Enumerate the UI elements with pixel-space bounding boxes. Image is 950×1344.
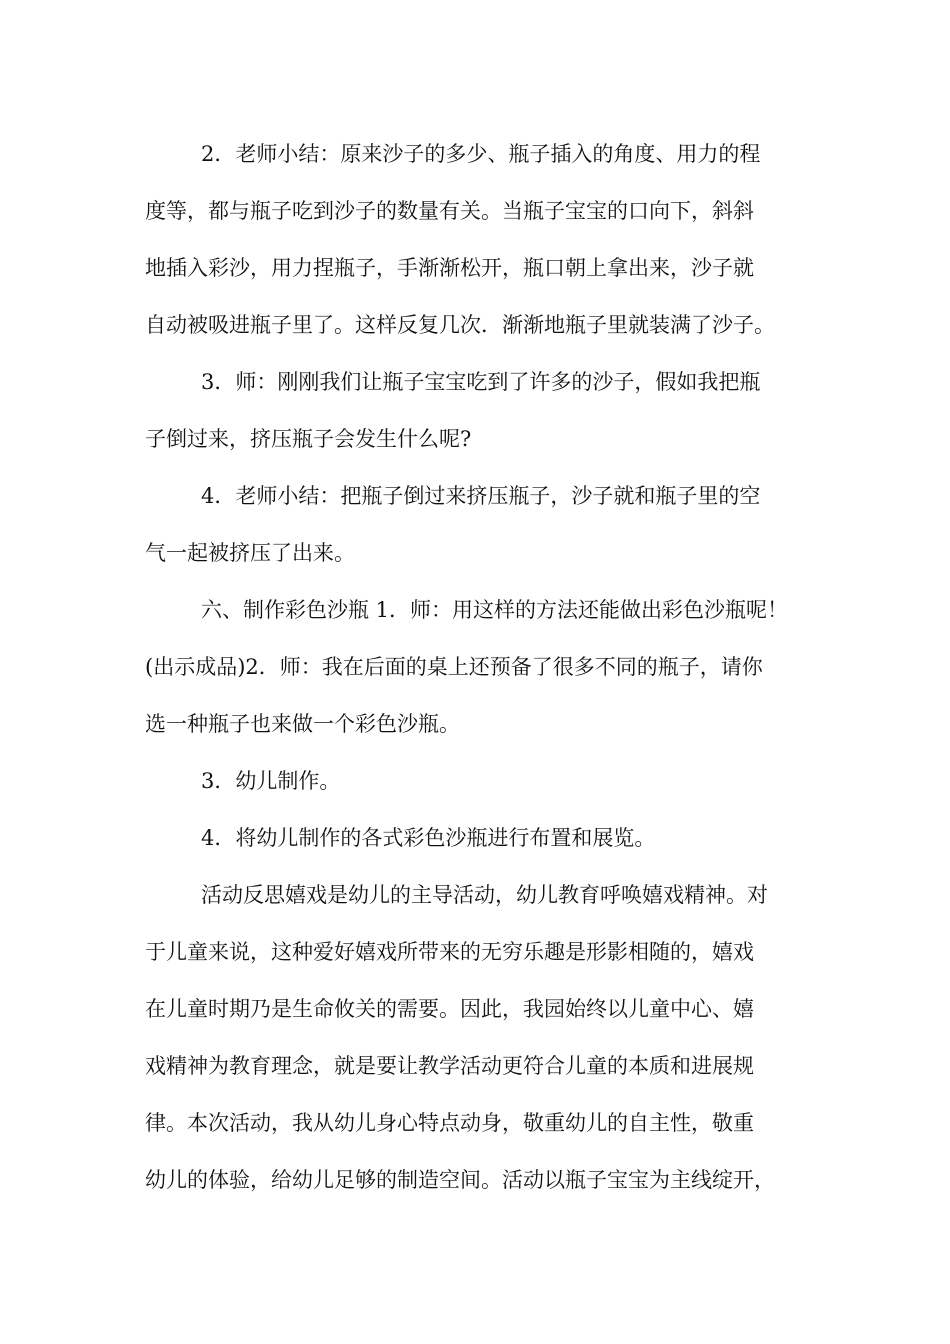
text-line: 地插入彩沙，用力捏瓶子，手渐渐松开，瓶口朝上拿出来，沙子就 (145, 256, 754, 280)
text-line: 于儿童来说，这种爱好嬉戏所带来的无穷乐趣是形影相随的，嬉戏 (145, 940, 754, 964)
text-line: 律。本次活动，我从幼儿身心特点动身，敬重幼儿的自主性，敬重 (145, 1111, 754, 1135)
text-line: 戏精神为教育理念，就是要让教学活动更符合儿童的本质和进展规 (145, 1054, 754, 1078)
text-line: 选一种瓶子也来做一个彩色沙瓶。 (145, 712, 460, 736)
text-line: 子倒过来，挤压瓶子会发生什么呢? (145, 427, 472, 451)
text-line: 3．幼儿制作。 (201, 769, 341, 793)
text-line: 2．老师小结：原来沙子的多少、瓶子插入的角度、用力的程 (201, 142, 761, 166)
text-line: 4．老师小结：把瓶子倒过来挤压瓶子，沙子就和瓶子里的空 (201, 484, 761, 508)
document-body (145, 126, 825, 1209)
text-line: 4．将幼儿制作的各式彩色沙瓶进行布置和展览。 (201, 826, 656, 850)
text-line: 活动反思嬉戏是幼儿的主导活动，幼儿教育呼唤嬉戏精神。对 (201, 883, 768, 907)
text-line: 度等，都与瓶子吃到沙子的数量有关。当瓶子宝宝的口向下，斜斜 (145, 199, 754, 223)
text-line: 自动被吸进瓶子里了。这样反复几次．渐渐地瓶子里就装满了沙子。 (145, 313, 775, 337)
text-line: (出示成品)2．师：我在后面的桌上还预备了很多不同的瓶子，请你 (145, 655, 763, 679)
text-line: 幼儿的体验，给幼儿足够的制造空间。活动以瓶子宝宝为主线绽开， (145, 1168, 775, 1192)
text-line: 在儿童时期乃是生命攸关的需要。因此，我园始终以儿童中心、嬉 (145, 997, 754, 1021)
text-line: 3．师：刚刚我们让瓶子宝宝吃到了许多的沙子，假如我把瓶 (201, 370, 761, 394)
text-line: 六、制作彩色沙瓶 1．师：用这样的方法还能做出彩色沙瓶呢！ (201, 598, 789, 622)
text-line: 气一起被挤压了出来。 (145, 541, 355, 565)
